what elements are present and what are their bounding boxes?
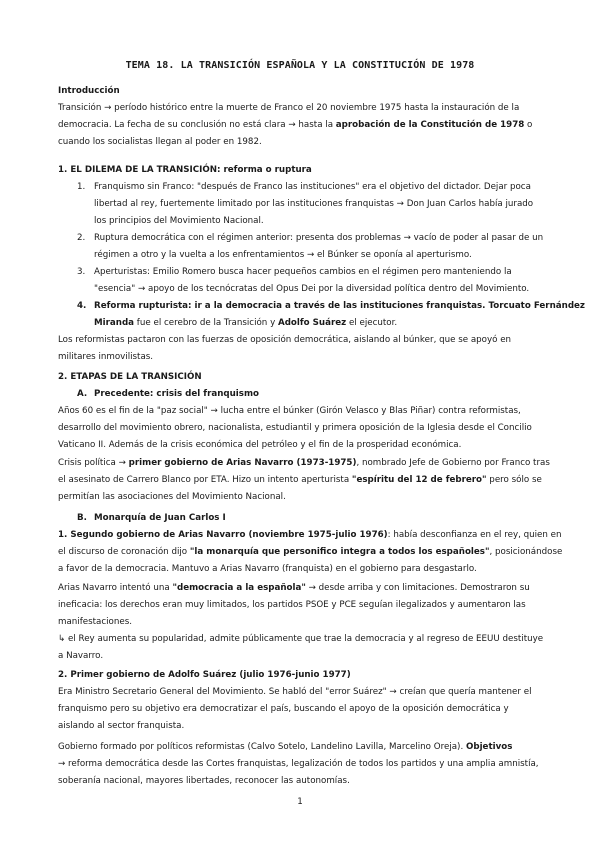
subsection-b: B. Monarquía de Juan Carlos I 1. Segundo gobierno de Arias Navarro (noviembre 1975-julio 1976): había desconfianza en el rey, quien en el discurso de coronación dijo "la monarquía que personifico integra a todos los españoles", posicionándose a favor de la democracia. Mantuvo a Arias Navarro (franquista) en el gobierno para desgastarlo. <box>58 510 540 578</box>
list-item: 2. Ruptura democrática con el régimen anterior: presenta dos problemas → vacío de poder al pasar de un régimen a otro y la vuelta a los enfrentamientos → el Búnker se oponía al aperturismo. <box>58 230 540 264</box>
document-title: TEMA 18. LA TRANSICIÓN ESPAÑOLA Y LA CONSTITUCIÓN DE 1978 <box>125 60 475 71</box>
arrow-line: ↳ el Rey aumenta su popularidad, admite públicamente que trae la democracia y al regreso de EEUU destituye <box>58 634 544 644</box>
list-item: 1. Franquismo sin Franco: "después de Franco las instituciones" era el objetivo del dictador. Dejar poca libertad al rey, fuertemente limitado por las instituciones franquistas → Don Juan Carlos había jurado los principios del Movimiento Nacional. <box>58 179 540 230</box>
intro-line: democracia. La fecha de su conclusión no está clara → hasta la aprobación de la Constitución de 1978 o <box>58 120 533 130</box>
list-number: 1. <box>77 182 86 192</box>
intro-line: cuando los socialistas llegan al poder en 1982. <box>58 137 262 147</box>
list-item: 3. Aperturistas: Emilio Romero busca hacer pequeños cambios en el régimen pero manteniendo la "esencia" → apoyo de los tecnócratas del Opus Dei por la diversidad política dentro del Movimiento. <box>58 264 540 298</box>
list-number: 2. <box>77 233 86 243</box>
page-number: 1 <box>297 797 303 807</box>
section-1-heading: 1. EL DILEMA DE LA TRANSICIÓN: reforma o ruptura <box>58 165 312 175</box>
intro-section <box>58 83 540 151</box>
list-number: 3. <box>77 267 86 277</box>
paragraph-line: desarrollo del movimiento obrero, nacionalista, estudiantil y primera oposición de la Iglesia desde el Concilio <box>58 423 532 433</box>
section-1 <box>58 162 585 366</box>
suarez-paragraph: 2. Primer gobierno de Adolfo Suárez (julio 1976-junio 1977) Era Ministro Secretario General del Movimiento. Se habló del "error Suárez" → creían que quería mantener el franquismo pero su objetivo era democratizar el país, buscando el apoyo de la oposición democrática y aislando al sector franquista. <box>58 670 532 731</box>
list-number: 4. <box>77 301 87 311</box>
paragraph-line: Vaticano II. Además de la crisis económica del petróleo y el fin de la prosperidad económica. <box>58 440 462 450</box>
paragraph-line: Años 60 es el fin de la "paz social" → lucha entre el búnker (Girón Velasco y Blas Piñar) contra reformistas, <box>58 406 521 416</box>
intro-line: Transición → período histórico entre la muerte de Franco el 20 noviembre 1975 hasta la instauración de la <box>58 103 520 113</box>
subsection-a-heading: A. Precedente: crisis del franquismo <box>77 389 259 399</box>
arias-navarro-paragraph: Arias Navarro intentó una "democracia a la española" → desde arriba y con limitaciones. Demostraron su ineficacia: los derechos eran muy limitados, los partidos PSOE y PCE seguían ilegalizados y aumentaron las manifestaciones. ↳ el Rey aumenta su popularidad, admite públicamente que trae la democracia y al regreso de EEUU destituye a Navarro. <box>58 583 544 661</box>
section-2-heading: 2. ETAPAS DE LA TRANSICIÓN <box>58 372 202 382</box>
gobierno-paragraph: Gobierno formado por políticos reformistas (Calvo Sotelo, Landelino Lavilla, Marcelino Oreja). Objetivos → reforma democrática desde las Cortes franquistas, legalización de todos los partidos y una amplia amnistía, soberanía nacional, mayores libertades, reconocer las autonomías. <box>58 742 539 786</box>
subsection-b-heading: B. Monarquía de Juan Carlos I <box>77 513 226 523</box>
crisis-politica-paragraph: Crisis política → primer gobierno de Arias Navarro (1973-1975), nombrado Jefe de Gobierno por Franco tras el asesinato de Carrero Blanco por ETA. Hizo un intento aperturista "espíritu del 12 de febrero" pero sólo se permitían las asociaciones del Movimiento Nacional. <box>58 458 550 502</box>
section-2 <box>58 369 540 454</box>
paragraph-line: Los reformistas pactaron con las fuerzas de oposición democrática, aislando al búnker, que se apoyó en <box>58 335 512 345</box>
list-item: 4. Reforma rupturista: ir a la democracia a través de las instituciones franquistas. Torcuato Fernández Miranda fue el cerebro de la Transición y Adolfo Suárez el ejecutor. <box>58 298 540 332</box>
intro-heading: Introducción <box>58 86 120 96</box>
paragraph-line: militares inmovilistas. <box>58 352 154 362</box>
